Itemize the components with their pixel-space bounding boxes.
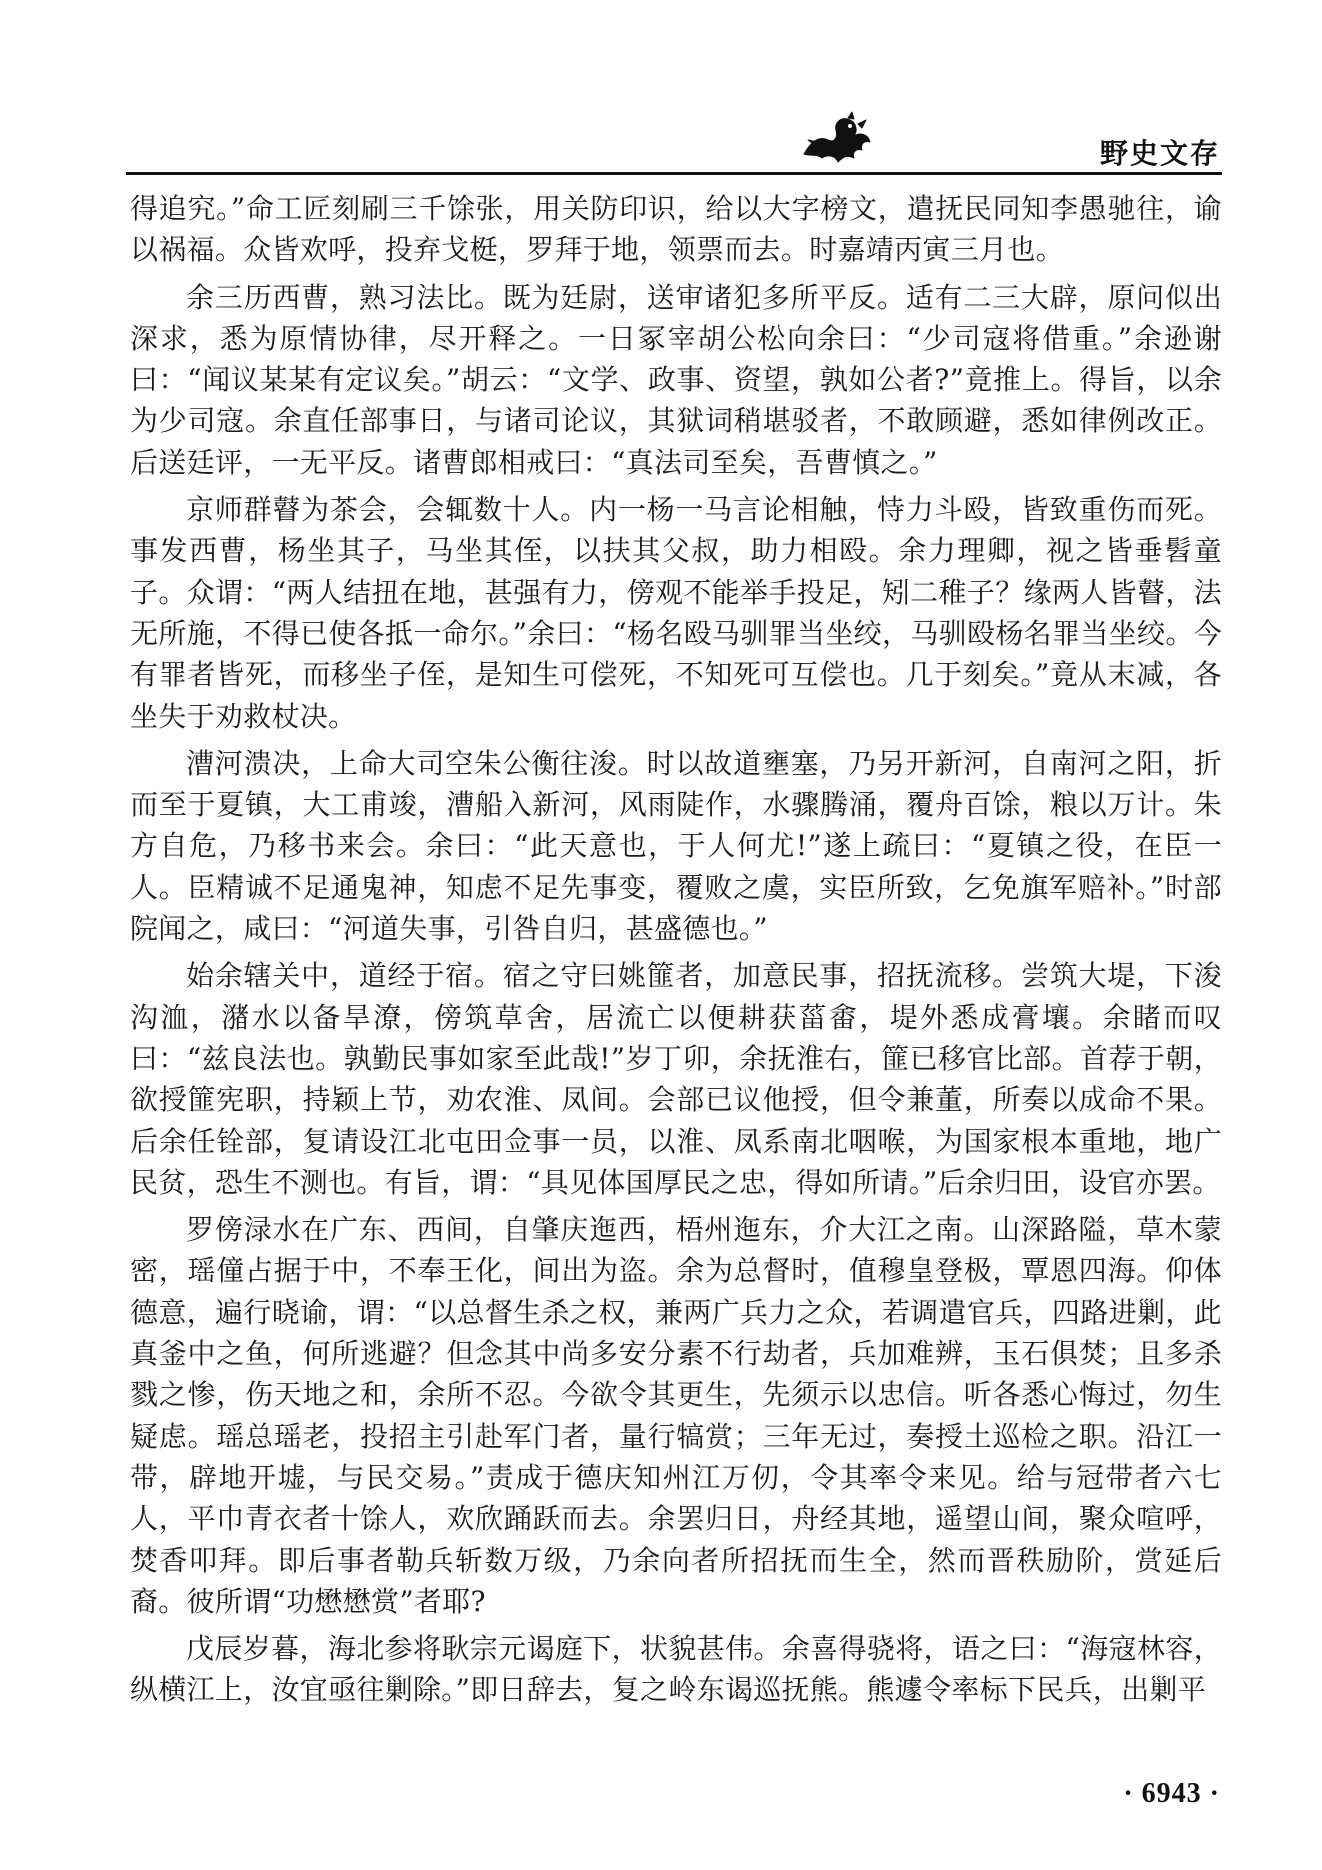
paragraph: 罗傍渌水在广东、西间，自肇庆迤西，梧州迤东，介大江之南。山深路隘，草木蒙密，瑶僮占据于中，不奉王化，间出为盗。余为总督时，值穆皇登极，覃恩四海。仰体德意，遍行晓谕，谓：“以总督生杀之权，兼两广兵力之众，若调遣官兵，四路进剿，此真釜中之鱼，何所逃避？但念其中尚多安分素不行劫者，兵加难辨，玉石俱焚；且多杀戮之惨，伤天地之和，余所不忍。今欲令其更生，先须示以忠信。听各悉心悔过，勿生疑虑。瑶总瑶老，投招主引赴军门者，量行犒赏；三年无过，奏授土巡检之职。沿江一带，辟地开墟，与民交易。”责成于德庆知州江万仞，令其率令来见。给与冠带者六七人，平巾青衣者十馀人，欢欣踊跃而去。余罢归日，舟经其地，遥望山间，聚众喧呼，焚香叩拜。即后事者勒兵斩数万级，乃余向者所招抚而生全，然而晋秩励阶，赏延后裔。彼所谓“功懋懋赏”者耶?: [130, 1213, 1222, 1618]
paragraph: 漕河溃决，上命大司空朱公衡往浚。时以故道壅塞，乃另开新河，自南河之阳，折而至于夏镇，大工甫竣，漕船入新河，风雨陡作，水骤腾涌，覆舟百馀，粮以万计。朱方自危，乃移书来会。余曰：“此天意也，于人何尤!”遂上疏曰：“夏镇之役，在臣一人。臣精诚不足通鬼神，知虑不足先事变，覆败之虞，实臣所致，乞免旗军赔补。”时部院闻之，咸曰：“河道失事，引咎自归，甚盛德也。”: [130, 746, 1222, 946]
header-title: 野史文存: [1099, 137, 1220, 170]
header-rule: [126, 172, 1222, 175]
paragraph: 余三历西曹，熟习法比。既为廷尉，送审诸犯多所平反。适有二三大辟，原问似出深求，悉为原情协律，尽开释之。一日冢宰胡公松向余曰：“少司寇将借重。”余逊谢曰：“闻议某某有定议矣。”胡云：“文学、政事、资望，孰如公者?”竟推上。得旨，以余为少司寇。余直任部事日，与诸司论议，其狱词稍堪驳者，不敢顾避，悉如律例改正。后送廷评，一无平反。诸曹郎相戒曰：“真法司至矣，吾曹慎之。”: [130, 280, 1222, 479]
dragon-emblem-icon: [798, 110, 876, 166]
paragraph: 京师群瞽为茶会，会辄数十人。内一杨一马言论相触，恃力斗殴，皆致重伤而死。事发西曹，杨坐其子，马坐其侄，以扶其父叔，助力相殴。余力理卿，视之皆垂髫童子。众谓：“两人结扭在地，甚强有力，傍观不能举手投足，矧二稚子？缘两人皆瞽，法无所施，不得已使各抵一命尔。”余曰：“杨名殴马驯罪当坐绞，马驯殴杨名罪当坐绞。今有罪者皆死，而移坐子侄，是知生可偿死，不知死可互偿也。几于刻矣。”竟从末减，各坐失于劝救杖决。: [130, 493, 1222, 733]
paragraph: 得追究。”命工匠刻刷三千馀张，用关防印识，给以大字榜文，遣抚民同知李愚驰往，谕以祸福。众皆欢呼，投弃戈梃，罗拜于地，领票而去。时嘉靖丙寅三月也。: [130, 192, 1222, 267]
page-header: [0, 100, 1322, 180]
page-number: · 6943 ·: [1123, 1778, 1220, 1809]
body-text: [130, 188, 1222, 1717]
paragraph: 始余辖关中，道经于宿。宿之守曰姚篚者，加意民事，招抚流移。尝筑大堤，下浚沟洫，潴水以备旱潦，傍筑草舍，居流亡以便耕获菑畬，堤外悉成膏壤。余睹而叹曰：“兹良法也。孰勤民事如家至此哉!”岁丁卯，余抚淮右，篚已移官比部。首荐于朝，欲授篚宪职，持颖上节，劝农淮、凤间。会部已议他授，但令兼董，所奏以成命不果。后余任铨部，复请设江北屯田佥事一员，以淮、凤系南北咽喉，为国家根本重地，地广民贫，恐生不测也。有旨，谓：“具见体国厚民之忠，得如所请。”后余归田，设官亦罢。: [130, 959, 1222, 1199]
paragraph: 戊辰岁暮，海北参将耿宗元谒庭下，状貌甚伟。余喜得骁将，语之曰：“海寇林容，纵横江上，汝宜亟往剿除。”即日辞去，复之岭东谒巡抚熊。熊遽令率标下民兵，出剿平: [130, 1632, 1222, 1707]
